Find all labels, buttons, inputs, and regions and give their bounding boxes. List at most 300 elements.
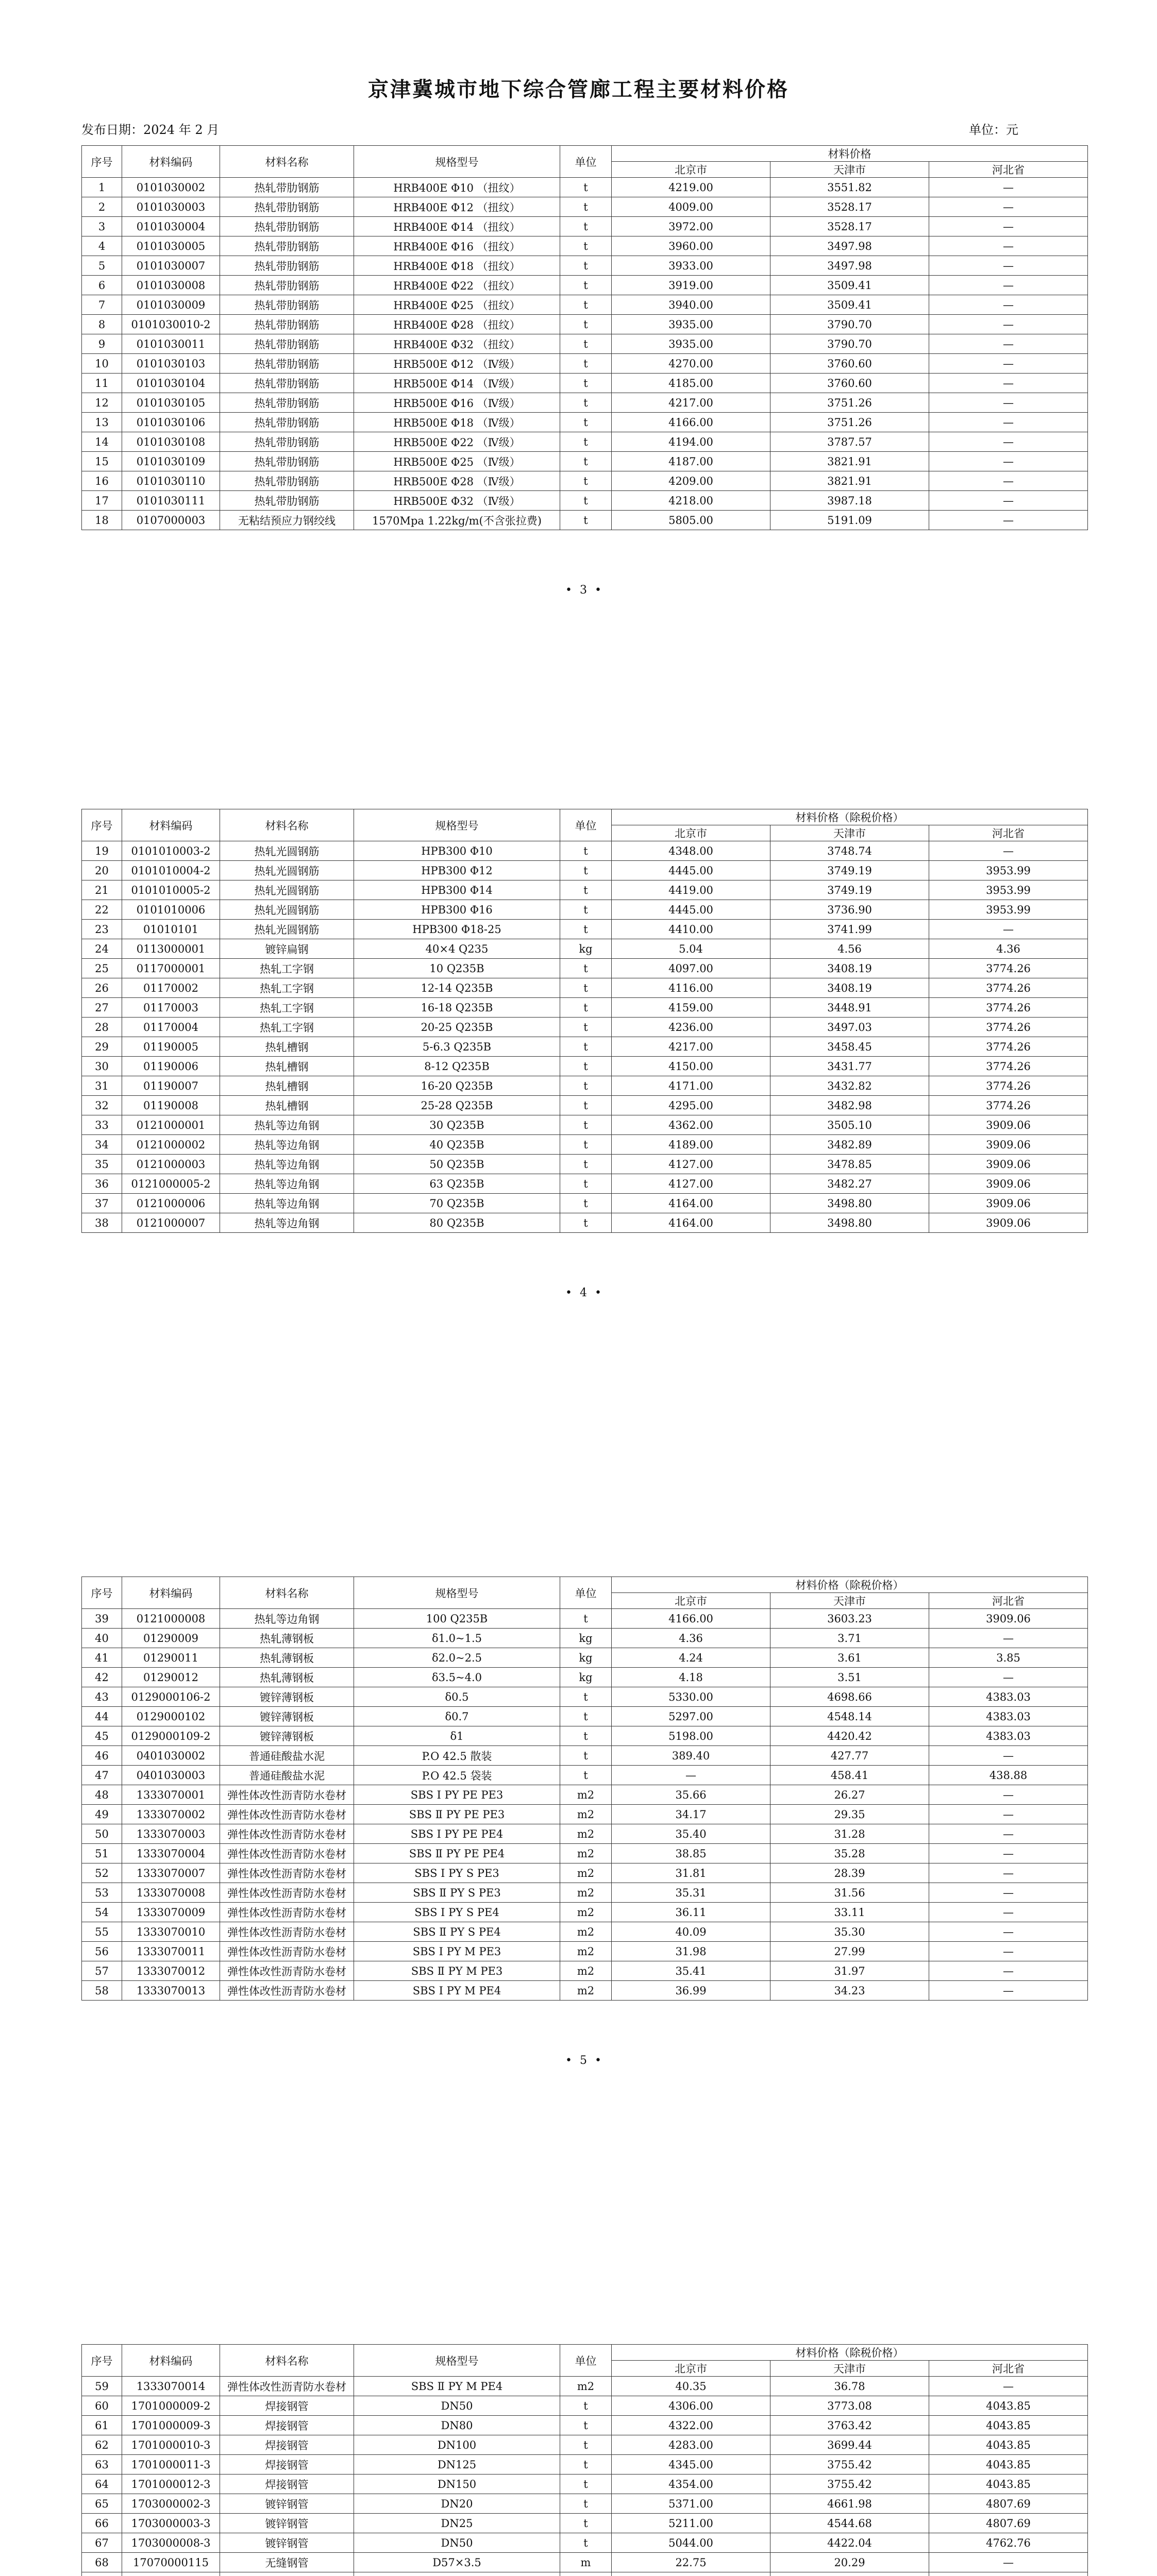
seq-cell: 42 <box>82 1668 122 1687</box>
beijing-header: 北京市 <box>612 825 770 841</box>
table-row <box>82 1746 1088 1766</box>
name-cell: 普通硅酸盐水泥 <box>220 1766 354 1785</box>
hebei-price-cell: — <box>929 413 1088 432</box>
hebei-price-cell: — <box>929 1785 1088 1805</box>
tianjin-price-cell: 28.39 <box>770 1863 929 1883</box>
name-cell: 热轧等边角钢 <box>220 1194 354 1213</box>
tianjin-price-cell: 27.99 <box>770 1942 929 1961</box>
tianjin-price-cell: 3987.18 <box>770 491 929 511</box>
seq-cell: 44 <box>82 1707 122 1726</box>
tianjin-price-cell: 3748.74 <box>770 841 929 861</box>
seq-cell: 49 <box>82 1805 122 1824</box>
code-cell: 1333070010 <box>122 1922 220 1942</box>
unit-cell: m2 <box>560 1981 612 2001</box>
hebei-price-cell: 3909.06 <box>929 1194 1088 1213</box>
code-cell: 1333070007 <box>122 1863 220 1883</box>
beijing-price-cell: 31.81 <box>612 1863 770 1883</box>
hebei-price-cell: — <box>929 920 1088 939</box>
tianjin-price-cell: 3.71 <box>770 1629 929 1648</box>
code-cell: 0121000003 <box>122 1155 220 1174</box>
unit-header: 单位 <box>560 2345 612 2377</box>
code-cell: 0113000001 <box>122 939 220 959</box>
spec-cell: HRB500E Φ12 （Ⅳ级） <box>354 354 560 374</box>
beijing-price-cell: 5211.00 <box>612 2514 770 2533</box>
hebei-price-cell: 3774.26 <box>929 1018 1088 1037</box>
code-cell: 1701000010-3 <box>122 2435 220 2455</box>
code-cell: 0101030005 <box>122 236 220 256</box>
table-row <box>82 1707 1088 1726</box>
unit-cell: t <box>560 432 612 452</box>
name-cell: 热轧等边角钢 <box>220 1609 354 1629</box>
tianjin-price-cell: 3749.19 <box>770 880 929 900</box>
tianjin-price-cell: 3497.98 <box>770 256 929 276</box>
spec-cell: DN150 <box>354 2475 560 2494</box>
tianjin-price-cell: 34.23 <box>770 1981 929 2001</box>
spec-cell: 12-14 Q235B <box>354 978 560 998</box>
spec-cell: HRB400E Φ22 （扭纹） <box>354 276 560 295</box>
tianjin-header: 天津市 <box>770 2361 929 2377</box>
spec-cell: HRB500E Φ14 （Ⅳ级） <box>354 374 560 393</box>
code-header: 材料编码 <box>122 146 220 178</box>
seq-cell: 21 <box>82 880 122 900</box>
price-group-header: 材料价格 <box>612 146 1088 162</box>
hebei-price-cell: — <box>929 1805 1088 1824</box>
spec-cell: SBS Ⅱ PY M PE4 <box>354 2377 560 2396</box>
beijing-price-cell: 4217.00 <box>612 1037 770 1057</box>
name-cell: 热轧带肋钢筋 <box>220 471 354 491</box>
beijing-price-cell: — <box>612 1766 770 1785</box>
hebei-price-cell: 3774.26 <box>929 998 1088 1018</box>
table-row <box>82 861 1088 880</box>
hebei-price-cell: — <box>929 452 1088 471</box>
hebei-price-cell: 3.85 <box>929 1648 1088 1668</box>
hebei-price-cell: 3909.06 <box>929 1135 1088 1155</box>
unit-cell: m2 <box>560 1942 612 1961</box>
hebei-price-cell: 3909.06 <box>929 1155 1088 1174</box>
table-row <box>82 217 1088 236</box>
code-cell: 0129000109-2 <box>122 1726 220 1746</box>
code-cell: 1701000009-3 <box>122 2416 220 2435</box>
hebei-price-cell: 4807.69 <box>929 2494 1088 2514</box>
code-cell: 1333070013 <box>122 1981 220 2001</box>
spec-cell: SBS Ⅰ PY PE PE4 <box>354 1824 560 1844</box>
spec-cell: HPB300 Φ10 <box>354 841 560 861</box>
beijing-price-cell: 4322.00 <box>612 2416 770 2435</box>
spec-cell: HRB500E Φ18 （Ⅳ级） <box>354 413 560 432</box>
table-row <box>82 1155 1088 1174</box>
unit-cell: t <box>560 1018 612 1037</box>
tianjin-price-cell: 3551.82 <box>770 178 929 197</box>
name-cell: 热轧带肋钢筋 <box>220 432 354 452</box>
unit-header: 单位 <box>560 809 612 841</box>
name-cell: 镀锌薄钢板 <box>220 1687 354 1707</box>
tianjin-price-cell: 3699.44 <box>770 2435 929 2455</box>
tianjin-price-cell: 3821.91 <box>770 452 929 471</box>
beijing-price-cell: 4219.00 <box>612 178 770 197</box>
code-cell: 0129000102 <box>122 1707 220 1726</box>
seq-cell: 41 <box>82 1648 122 1668</box>
spec-cell: DN20 <box>354 2494 560 2514</box>
table-row <box>82 1076 1088 1096</box>
tianjin-price-cell: 3755.42 <box>770 2455 929 2475</box>
seq-cell: 45 <box>82 1726 122 1746</box>
seq-cell: 46 <box>82 1746 122 1766</box>
unit-cell: t <box>560 1057 612 1076</box>
beijing-price-cell: 4306.00 <box>612 2396 770 2416</box>
tianjin-price-cell: 3497.98 <box>770 236 929 256</box>
unit-cell: t <box>560 1174 612 1194</box>
beijing-price-cell: 4185.00 <box>612 374 770 393</box>
beijing-price-cell: 36.11 <box>612 1903 770 1922</box>
code-cell: 1333070004 <box>122 1844 220 1863</box>
name-cell: 热轧薄钢板 <box>220 1668 354 1687</box>
table-row <box>82 1844 1088 1863</box>
seq-header: 序号 <box>82 1577 122 1609</box>
seq-cell: 38 <box>82 1213 122 1233</box>
table-row <box>82 491 1088 511</box>
name-cell: 热轧带肋钢筋 <box>220 393 354 413</box>
code-cell: 0401030003 <box>122 1766 220 1785</box>
name-cell: 镀锌薄钢板 <box>220 1726 354 1746</box>
name-cell: 热轧带肋钢筋 <box>220 236 354 256</box>
spec-cell: HPB300 Φ12 <box>354 861 560 880</box>
name-cell: 热轧带肋钢筋 <box>220 452 354 471</box>
code-cell: 0101030011 <box>122 334 220 354</box>
unit-cell: t <box>560 295 612 315</box>
hebei-price-cell: 4383.03 <box>929 1726 1088 1746</box>
hebei-price-cell: 3953.99 <box>929 880 1088 900</box>
seq-cell: 12 <box>82 393 122 413</box>
code-cell: 01190008 <box>122 1096 220 1115</box>
name-cell: 热轧槽钢 <box>220 1037 354 1057</box>
spec-cell: δ1.0~1.5 <box>354 1629 560 1648</box>
tianjin-price-cell: 4698.66 <box>770 1687 929 1707</box>
hebei-price-cell: — <box>929 217 1088 236</box>
code-cell: 01170003 <box>122 998 220 1018</box>
name-cell: 热轧槽钢 <box>220 1096 354 1115</box>
spec-cell: δ3.5~4.0 <box>354 1668 560 1687</box>
beijing-price-cell: 35.66 <box>612 1785 770 1805</box>
tianjin-price-cell: 3603.23 <box>770 1609 929 1629</box>
table-row <box>82 939 1088 959</box>
beijing-price-cell: 4236.00 <box>612 1018 770 1037</box>
tianjin-price-cell: 3763.42 <box>770 2416 929 2435</box>
tianjin-price-cell: 3505.10 <box>770 1115 929 1135</box>
table-row <box>82 452 1088 471</box>
unit-cell: kg <box>560 1648 612 1668</box>
beijing-price-cell: 4410.00 <box>612 920 770 939</box>
spec-cell: HRB400E Φ32 （扭纹） <box>354 334 560 354</box>
seq-cell: 43 <box>82 1687 122 1707</box>
hebei-price-cell: — <box>929 1961 1088 1981</box>
spec-cell: HRB400E Φ25 （扭纹） <box>354 295 560 315</box>
beijing-price-cell: 35.41 <box>612 1961 770 1981</box>
table-row <box>82 354 1088 374</box>
seq-cell: 3 <box>82 217 122 236</box>
code-cell: 01190007 <box>122 1076 220 1096</box>
code-cell: 1333070002 <box>122 1805 220 1824</box>
beijing-price-cell: 4445.00 <box>612 900 770 920</box>
seq-cell: 22 <box>82 900 122 920</box>
name-cell: 镀锌钢管 <box>220 2514 354 2533</box>
name-cell: 热轧等边角钢 <box>220 1213 354 1233</box>
beijing-price-cell: 38.85 <box>612 1844 770 1863</box>
spec-cell: δ0.5 <box>354 1687 560 1707</box>
table-row <box>82 1213 1088 1233</box>
hebei-price-cell: — <box>929 236 1088 256</box>
table-row <box>82 841 1088 861</box>
unit-cell: t <box>560 1746 612 1766</box>
name-cell: 热轧工字钢 <box>220 1018 354 1037</box>
seq-cell: 9 <box>82 334 122 354</box>
unit-cell: t <box>560 900 612 920</box>
name-cell: 镀锌钢管 <box>220 2494 354 2514</box>
seq-cell: 65 <box>82 2494 122 2514</box>
hebei-header: 河北省 <box>929 825 1088 841</box>
tianjin-price-cell: 3482.27 <box>770 1174 929 1194</box>
table-row <box>82 1174 1088 1194</box>
name-cell: 热轧工字钢 <box>220 959 354 978</box>
beijing-price-cell: 4127.00 <box>612 1174 770 1194</box>
tianjin-price-cell: 3431.77 <box>770 1057 929 1076</box>
spec-cell: 5-6.3 Q235B <box>354 1037 560 1057</box>
code-cell: 0107000003 <box>122 511 220 530</box>
hebei-price-cell: 3909.06 <box>929 1174 1088 1194</box>
beijing-header: 北京市 <box>612 1593 770 1609</box>
spec-cell: 80 Q235B <box>354 1213 560 1233</box>
hebei-price-cell: 3909.06 <box>929 1213 1088 1233</box>
name-cell: 焊接钢管 <box>220 2416 354 2435</box>
name-cell: 热轧带肋钢筋 <box>220 491 354 511</box>
unit-cell <box>560 2572 612 2576</box>
table-row <box>82 2435 1088 2455</box>
code-cell: 0101010004-2 <box>122 861 220 880</box>
table-row <box>82 1824 1088 1844</box>
table-row <box>82 1903 1088 1922</box>
seq-cell: 5 <box>82 256 122 276</box>
table-page-1 <box>81 145 1087 597</box>
tianjin-price-cell: 3498.80 <box>770 1213 929 1233</box>
name-cell: 弹性体改性沥青防水卷材 <box>220 1805 354 1824</box>
code-cell: 1703000008-3 <box>122 2533 220 2553</box>
name-cell: 弹性体改性沥青防水卷材 <box>220 1883 354 1903</box>
unit-cell: t <box>560 1707 612 1726</box>
beijing-price-cell: 4209.00 <box>612 471 770 491</box>
beijing-price-cell: 40.35 <box>612 2377 770 2396</box>
beijing-price-cell: 4.24 <box>612 1648 770 1668</box>
seq-cell: 67 <box>82 2533 122 2553</box>
table-row <box>82 1726 1088 1746</box>
spec-cell: DN100 <box>354 2435 560 2455</box>
spec-header: 规格型号 <box>354 2345 560 2377</box>
tianjin-price-cell: 3751.26 <box>770 393 929 413</box>
table-row <box>82 334 1088 354</box>
table-row <box>82 2455 1088 2475</box>
seq-cell: 59 <box>82 2377 122 2396</box>
tianjin-price-cell: 3509.41 <box>770 276 929 295</box>
table-row <box>82 2514 1088 2533</box>
tianjin-header: 天津市 <box>770 1593 929 1609</box>
tianjin-price-cell: 3736.90 <box>770 900 929 920</box>
beijing-price-cell: 4295.00 <box>612 1096 770 1115</box>
spec-cell: 100 Q235B <box>354 1609 560 1629</box>
spec-cell: δ1 <box>354 1726 560 1746</box>
tianjin-price-cell: 3755.42 <box>770 2475 929 2494</box>
unit-cell: t <box>560 959 612 978</box>
code-cell: 0101030007 <box>122 256 220 276</box>
tianjin-price-cell: 3741.99 <box>770 920 929 939</box>
hebei-price-cell: — <box>929 374 1088 393</box>
code-cell: 1333070012 <box>122 1961 220 1981</box>
beijing-price-cell: 4171.00 <box>612 1076 770 1096</box>
tianjin-price-cell: 3448.91 <box>770 998 929 1018</box>
tianjin-price-cell: 29.35 <box>770 1805 929 1824</box>
name-cell: 普通硅酸盐水泥 <box>220 1746 354 1766</box>
table-row <box>82 256 1088 276</box>
unit-cell: t <box>560 334 612 354</box>
beijing-header: 北京市 <box>612 162 770 178</box>
spec-cell: SBS Ⅰ PY S PE4 <box>354 1903 560 1922</box>
table-row <box>82 2553 1088 2572</box>
table-row <box>82 1648 1088 1668</box>
beijing-price-cell: 4419.00 <box>612 880 770 900</box>
tianjin-price-cell: 3528.17 <box>770 197 929 217</box>
name-cell: 弹性体改性沥青防水卷材 <box>220 1824 354 1844</box>
spec-cell: HRB400E Φ10 （扭纹） <box>354 178 560 197</box>
hebei-header: 河北省 <box>929 2361 1088 2377</box>
code-cell: 0129000106-2 <box>122 1687 220 1707</box>
beijing-price-cell: 5330.00 <box>612 1687 770 1707</box>
tianjin-price-cell: 20.29 <box>770 2553 929 2572</box>
tianjin-price-cell: 26.27 <box>770 1785 929 1805</box>
name-cell: 热轧光圆钢筋 <box>220 920 354 939</box>
tianjin-price-cell: 3432.82 <box>770 1076 929 1096</box>
spec-cell: 1570Mpa 1.22kg/m(不含张拉费) <box>354 511 560 530</box>
code-cell: 1333070008 <box>122 1883 220 1903</box>
hebei-price-cell: — <box>929 2377 1088 2396</box>
beijing-price-cell: 4362.00 <box>612 1115 770 1135</box>
unit-cell: t <box>560 1076 612 1096</box>
spec-cell: 25-28 Q235B <box>354 1096 560 1115</box>
unit-cell: t <box>560 1213 612 1233</box>
name-cell <box>220 2572 354 2576</box>
page-number: • 4 • <box>565 1286 603 1299</box>
tianjin-price-cell: 4661.98 <box>770 2494 929 2514</box>
code-cell: 0101030105 <box>122 393 220 413</box>
tianjin-price-cell: 4422.04 <box>770 2533 929 2553</box>
code-cell: 0101030104 <box>122 374 220 393</box>
code-cell: 01170002 <box>122 978 220 998</box>
hebei-price-cell: — <box>929 334 1088 354</box>
name-cell: 弹性体改性沥青防水卷材 <box>220 2377 354 2396</box>
name-cell: 热轧等边角钢 <box>220 1115 354 1135</box>
beijing-price-cell: 4217.00 <box>612 393 770 413</box>
tianjin-price-cell: 3790.70 <box>770 334 929 354</box>
spec-cell: 16-20 Q235B <box>354 1076 560 1096</box>
spec-cell: HRB500E Φ16 （Ⅳ级） <box>354 393 560 413</box>
code-cell <box>122 2572 220 2576</box>
hebei-price-cell: — <box>929 1824 1088 1844</box>
beijing-price-cell: 5198.00 <box>612 1726 770 1746</box>
hebei-price-cell: 4043.85 <box>929 2475 1088 2494</box>
name-cell: 热轧光圆钢筋 <box>220 861 354 880</box>
hebei-price-cell: 3953.99 <box>929 900 1088 920</box>
hebei-price-cell: 3774.26 <box>929 1037 1088 1057</box>
materials-table <box>81 809 1088 1233</box>
code-cell: 1333070009 <box>122 1903 220 1922</box>
beijing-price-cell: 4194.00 <box>612 432 770 452</box>
hebei-price-cell: 3909.06 <box>929 1609 1088 1629</box>
seq-header: 序号 <box>82 146 122 178</box>
hebei-price-cell: 3774.26 <box>929 1057 1088 1076</box>
unit-cell: t <box>560 315 612 334</box>
table-row <box>82 413 1088 432</box>
unit-header: 单位 <box>560 146 612 178</box>
table-row <box>82 236 1088 256</box>
hebei-price-cell: — <box>929 1883 1088 1903</box>
code-cell: 0101030103 <box>122 354 220 374</box>
name-cell: 焊接钢管 <box>220 2396 354 2416</box>
name-cell: 热轧工字钢 <box>220 998 354 1018</box>
hebei-price-cell: — <box>929 1844 1088 1863</box>
seq-cell: 17 <box>82 491 122 511</box>
table-row <box>82 1135 1088 1155</box>
table-row <box>82 295 1088 315</box>
table-page-2 <box>81 809 1087 1299</box>
hebei-price-cell: 3953.99 <box>929 861 1088 880</box>
unit-cell: t <box>560 1135 612 1155</box>
code-cell: 0101030108 <box>122 432 220 452</box>
unit-cell: t <box>560 452 612 471</box>
tianjin-price-cell: 3760.60 <box>770 374 929 393</box>
tianjin-price-cell: 3509.41 <box>770 295 929 315</box>
beijing-price-cell: 5371.00 <box>612 2494 770 2514</box>
spec-header: 规格型号 <box>354 146 560 178</box>
name-header: 材料名称 <box>220 2345 354 2377</box>
seq-cell: 61 <box>82 2416 122 2435</box>
publish-date: 发布日期：2024 年 2 月 <box>81 123 220 137</box>
code-cell: 0121000005-2 <box>122 1174 220 1194</box>
spec-cell: 40 Q235B <box>354 1135 560 1155</box>
beijing-price-cell: 4009.00 <box>612 197 770 217</box>
seq-cell: 19 <box>82 841 122 861</box>
name-cell: 弹性体改性沥青防水卷材 <box>220 1961 354 1981</box>
code-cell: 0101030004 <box>122 217 220 236</box>
unit-cell: t <box>560 374 612 393</box>
unit-cell: t <box>560 1037 612 1057</box>
code-cell: 0101030110 <box>122 471 220 491</box>
seq-cell: 14 <box>82 432 122 452</box>
unit-cell: t <box>560 471 612 491</box>
hebei-price-cell: 4383.03 <box>929 1687 1088 1707</box>
spec-cell: HRB400E Φ12 （扭纹） <box>354 197 560 217</box>
code-header: 材料编码 <box>122 1577 220 1609</box>
unit-cell: t <box>560 2533 612 2553</box>
unit-cell: t <box>560 2475 612 2494</box>
code-cell: 0101030008 <box>122 276 220 295</box>
spec-cell: P.O 42.5 袋装 <box>354 1766 560 1785</box>
seq-cell: 51 <box>82 1844 122 1863</box>
name-cell: 热轧带肋钢筋 <box>220 178 354 197</box>
name-cell: 热轧薄钢板 <box>220 1629 354 1648</box>
unit-cell: t <box>560 998 612 1018</box>
unit-cell: t <box>560 491 612 511</box>
name-cell: 热轧带肋钢筋 <box>220 295 354 315</box>
beijing-price-cell: 4166.00 <box>612 1609 770 1629</box>
unit-cell: t <box>560 1766 612 1785</box>
unit-cell: t <box>560 1115 612 1135</box>
spec-cell: HPB300 Φ18-25 <box>354 920 560 939</box>
